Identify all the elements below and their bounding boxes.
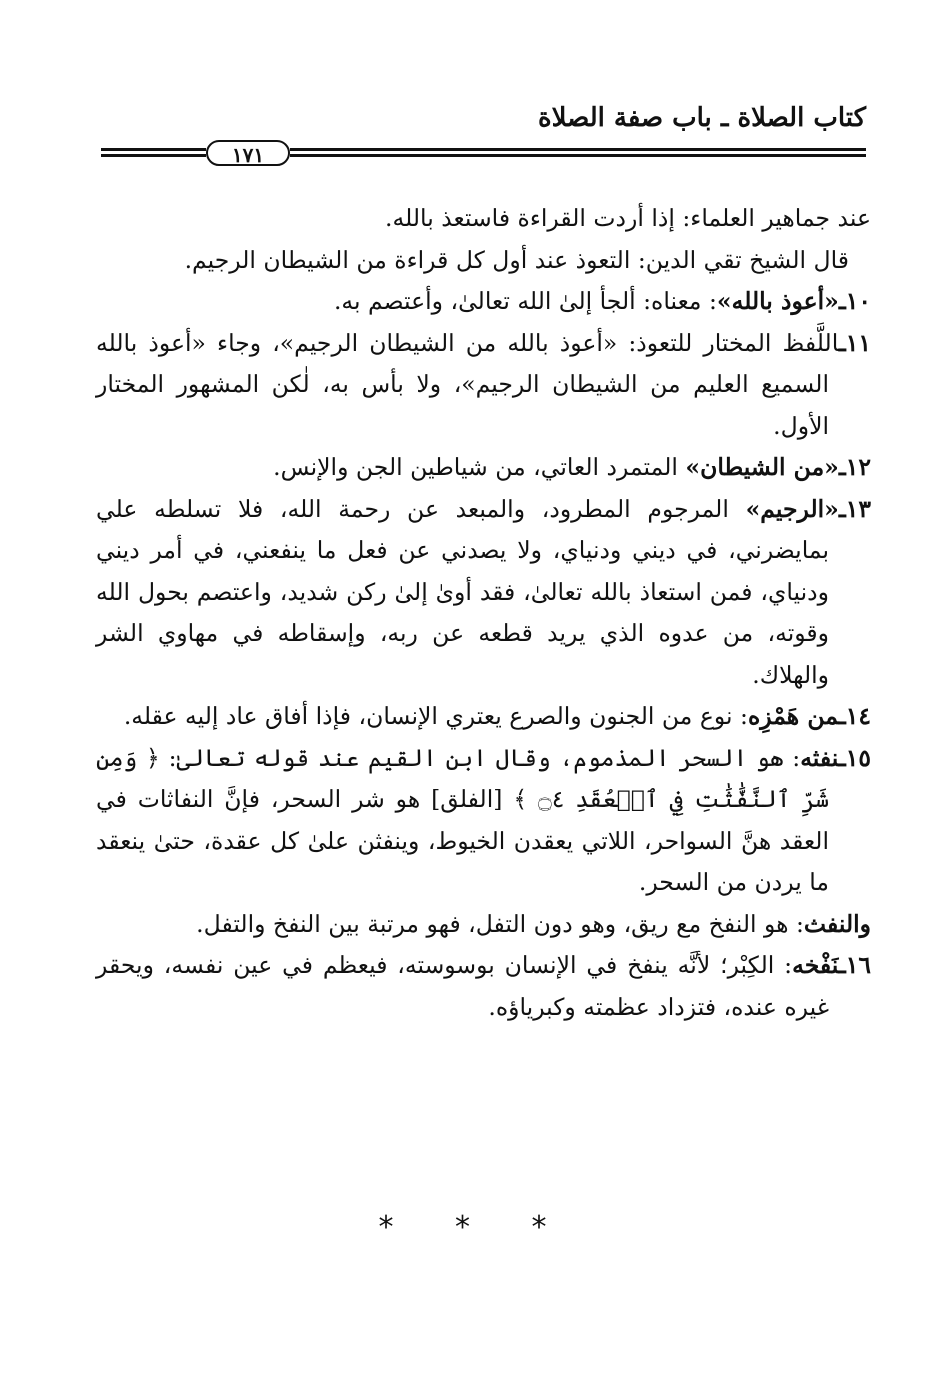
note-15	[96, 738, 871, 904]
rule-left-top	[101, 148, 206, 151]
running-header-title: كتاب الصلاة ـ باب صفة الصلاة	[538, 103, 866, 133]
note-number: ١١ـ	[838, 328, 871, 357]
note-term: «من الشيطان»	[685, 453, 839, 481]
rule-right-top	[290, 148, 866, 151]
note-text: : الكِبْر؛ لأنَّه ينفخ في الإنسان بوسوسته، فيعظم في عين نفسه، ويحقر غيره عنده، فتزداد عظمته وكبرياؤه.	[96, 951, 829, 1021]
note-text: : هو السحر المذموم، وقال ابن القيم عند قوله تعالىٰ: ﴿ وَمِن شَرِّ ٱلنَّفَّٰثَٰتِ فِي ٱلۡعُقَدِ ۝٤ ﴾ [الفلق] هو شر السحر، فإنَّ النفاثات في العقد هنَّ السواحر، اللاتي يعقدن الخيوط، وينفثن علىٰ كل عقدة، حتىٰ ينعقد ما يردن من السحر.	[96, 743, 830, 896]
note-text: اللَّفظ المختار للتعوذ: «أعوذ بالله من الشيطان الرجيم»، وجاء «أعوذ بالله السميع العليم من الشيطان الرجيم»، ولا بأس به، لٰكن المشهور المختار الأول.	[96, 328, 839, 440]
note-term: نَفْخه	[792, 951, 839, 979]
note-13	[96, 489, 871, 697]
header-rule	[101, 140, 866, 166]
section-end-ornament: * * *	[378, 1210, 573, 1245]
note-10	[96, 281, 871, 323]
note-number: ١٥ـ	[838, 743, 871, 772]
note-text: : هو النفخ مع ريق، وهو دون التفل، فهو مرتبة بين النفخ والتفل.	[196, 909, 804, 938]
rule-right-bottom	[290, 154, 866, 157]
intro-line: عند جماهير العلماء: إذا أردت القراءة فاستعذ بالله.	[385, 204, 871, 232]
note-term: «أعوذ بالله»	[716, 287, 839, 315]
rule-left-bottom	[101, 154, 206, 157]
note-11	[96, 323, 871, 448]
note-number: ١٦ـ	[838, 951, 871, 979]
note-number: ١٢ـ	[838, 453, 871, 481]
note-16	[96, 945, 871, 1028]
note-14	[96, 696, 871, 738]
page-body	[96, 198, 871, 1028]
note-text: : معناه: ألجأ إلىٰ الله تعالىٰ، وأعتصم به.	[333, 287, 717, 315]
note-term: نفثه	[800, 743, 839, 772]
page-number: ١٧١	[206, 140, 290, 166]
note-text: : نوع من الجنون والصرع يعتري الإنسان، فإذا أفاق عاد إليه عقله.	[123, 702, 748, 730]
note-text: المرجوم المطرود، والمبعد عن رحمة الله، فلا تسلطه علي بمايضرني، في ديني ودنياي، ولا يصدني عن فعل ما ينفعني، في أمر ديني ودنياي، فمن استعاذ بالله تعالىٰ، فقد أوىٰ إلىٰ ركن شديد، واعتصم بحول الله وقوته، من عدوه الذي يريد قطعه عن ربه، وإسقاطه في مهاوي الشر والهلاك.	[96, 494, 829, 689]
note-term: من هَمْزِه	[747, 702, 839, 730]
note-term: «الرجيم»	[745, 494, 839, 523]
note-term: والنفث	[803, 909, 871, 938]
note-15-continuation	[96, 904, 871, 946]
note-12	[96, 447, 871, 489]
note-number: ١٣ـ	[838, 494, 871, 523]
note-text: المتمرد العاتي، من شياطين الجن والإنس.	[273, 453, 686, 481]
note-number: ١٠ـ	[838, 287, 871, 315]
note-number: ١٤ـ	[838, 702, 871, 730]
intro-line: قال الشيخ تقي الدين: التعوذ عند أول كل قراءة من الشيطان الرجيم.	[184, 245, 849, 274]
